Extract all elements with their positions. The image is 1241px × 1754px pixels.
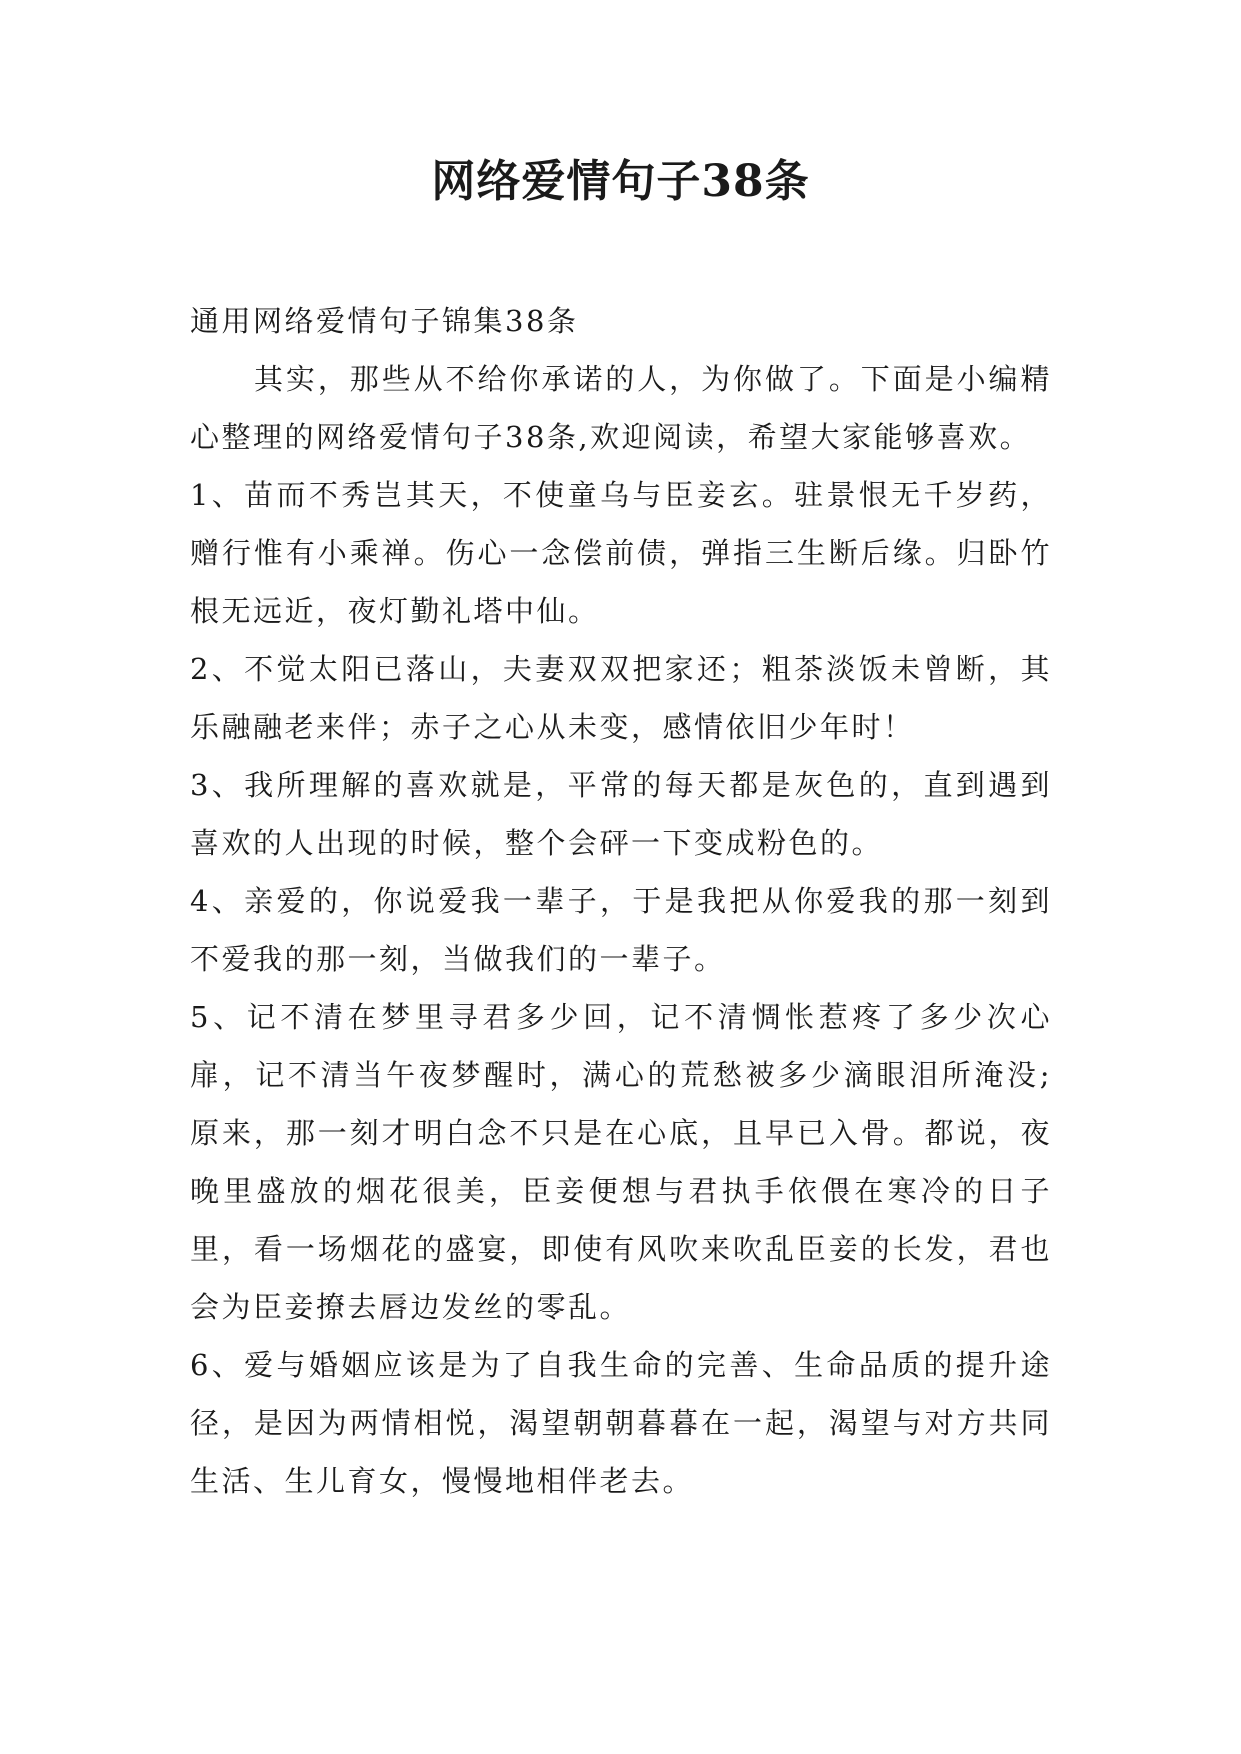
list-item-4: 4、亲爱的，你说爱我一辈子，于是我把从你爱我的那一刻到不爱我的那一刻，当做我们的一辈子。 [190,884,1052,976]
document-title: 网络爱情句子38条 [431,156,810,207]
list-item-3: 3、我所理解的喜欢就是，平常的每天都是灰色的，直到遇到喜欢的人出现的时候，整个会砰一下变成粉色的。 [190,768,1052,860]
list-item-5: 5、记不清在梦里寻君多少回，记不清惆怅惹疼了多少次心扉，记不清当午夜梦醒时，满心的荒愁被多少滴眼泪所淹没;原来，那一刻才明白念不只是在心底，且早已入骨。都说，夜晚里盛放的烟花很美，臣妾便想与君执手依偎在寒冷的日子里，看一场烟花的盛宴，即使有风吹来吹乱臣妾的长发，君也会为臣妾撩去唇边发丝的零乱。 [190,1000,1052,1324]
list-item-6: 6、爱与婚姻应该是为了自我生命的完善、生命品质的提升途径，是因为两情相悦，渴望朝朝暮暮在一起，渴望与对方共同生活、生儿育女，慢慢地相伴老去。 [190,1348,1052,1498]
intro-paragraph: 其实，那些从不给你承诺的人，为你做了。下面是小编精心整理的网络爱情句子38条,欢迎阅读，希望大家能够喜欢。 [190,362,1052,454]
document-subtitle: 通用网络爱情句子锦集38条 [190,304,579,338]
list-item-1: 1、苗而不秀岂其天，不使童乌与臣妾玄。驻景恨无千岁药，赠行惟有小乘禅。伤心一念偿前债，弹指三生断后缘。归卧竹根无远近，夜灯勤礼塔中仙。 [190,478,1052,628]
list-item-2: 2、不觉太阳已落山，夫妻双双把家还；粗茶淡饭未曾断，其乐融融老来伴；赤子之心从未变，感情依旧少年时！ [190,652,1052,744]
document-body [190,292,1052,1510]
